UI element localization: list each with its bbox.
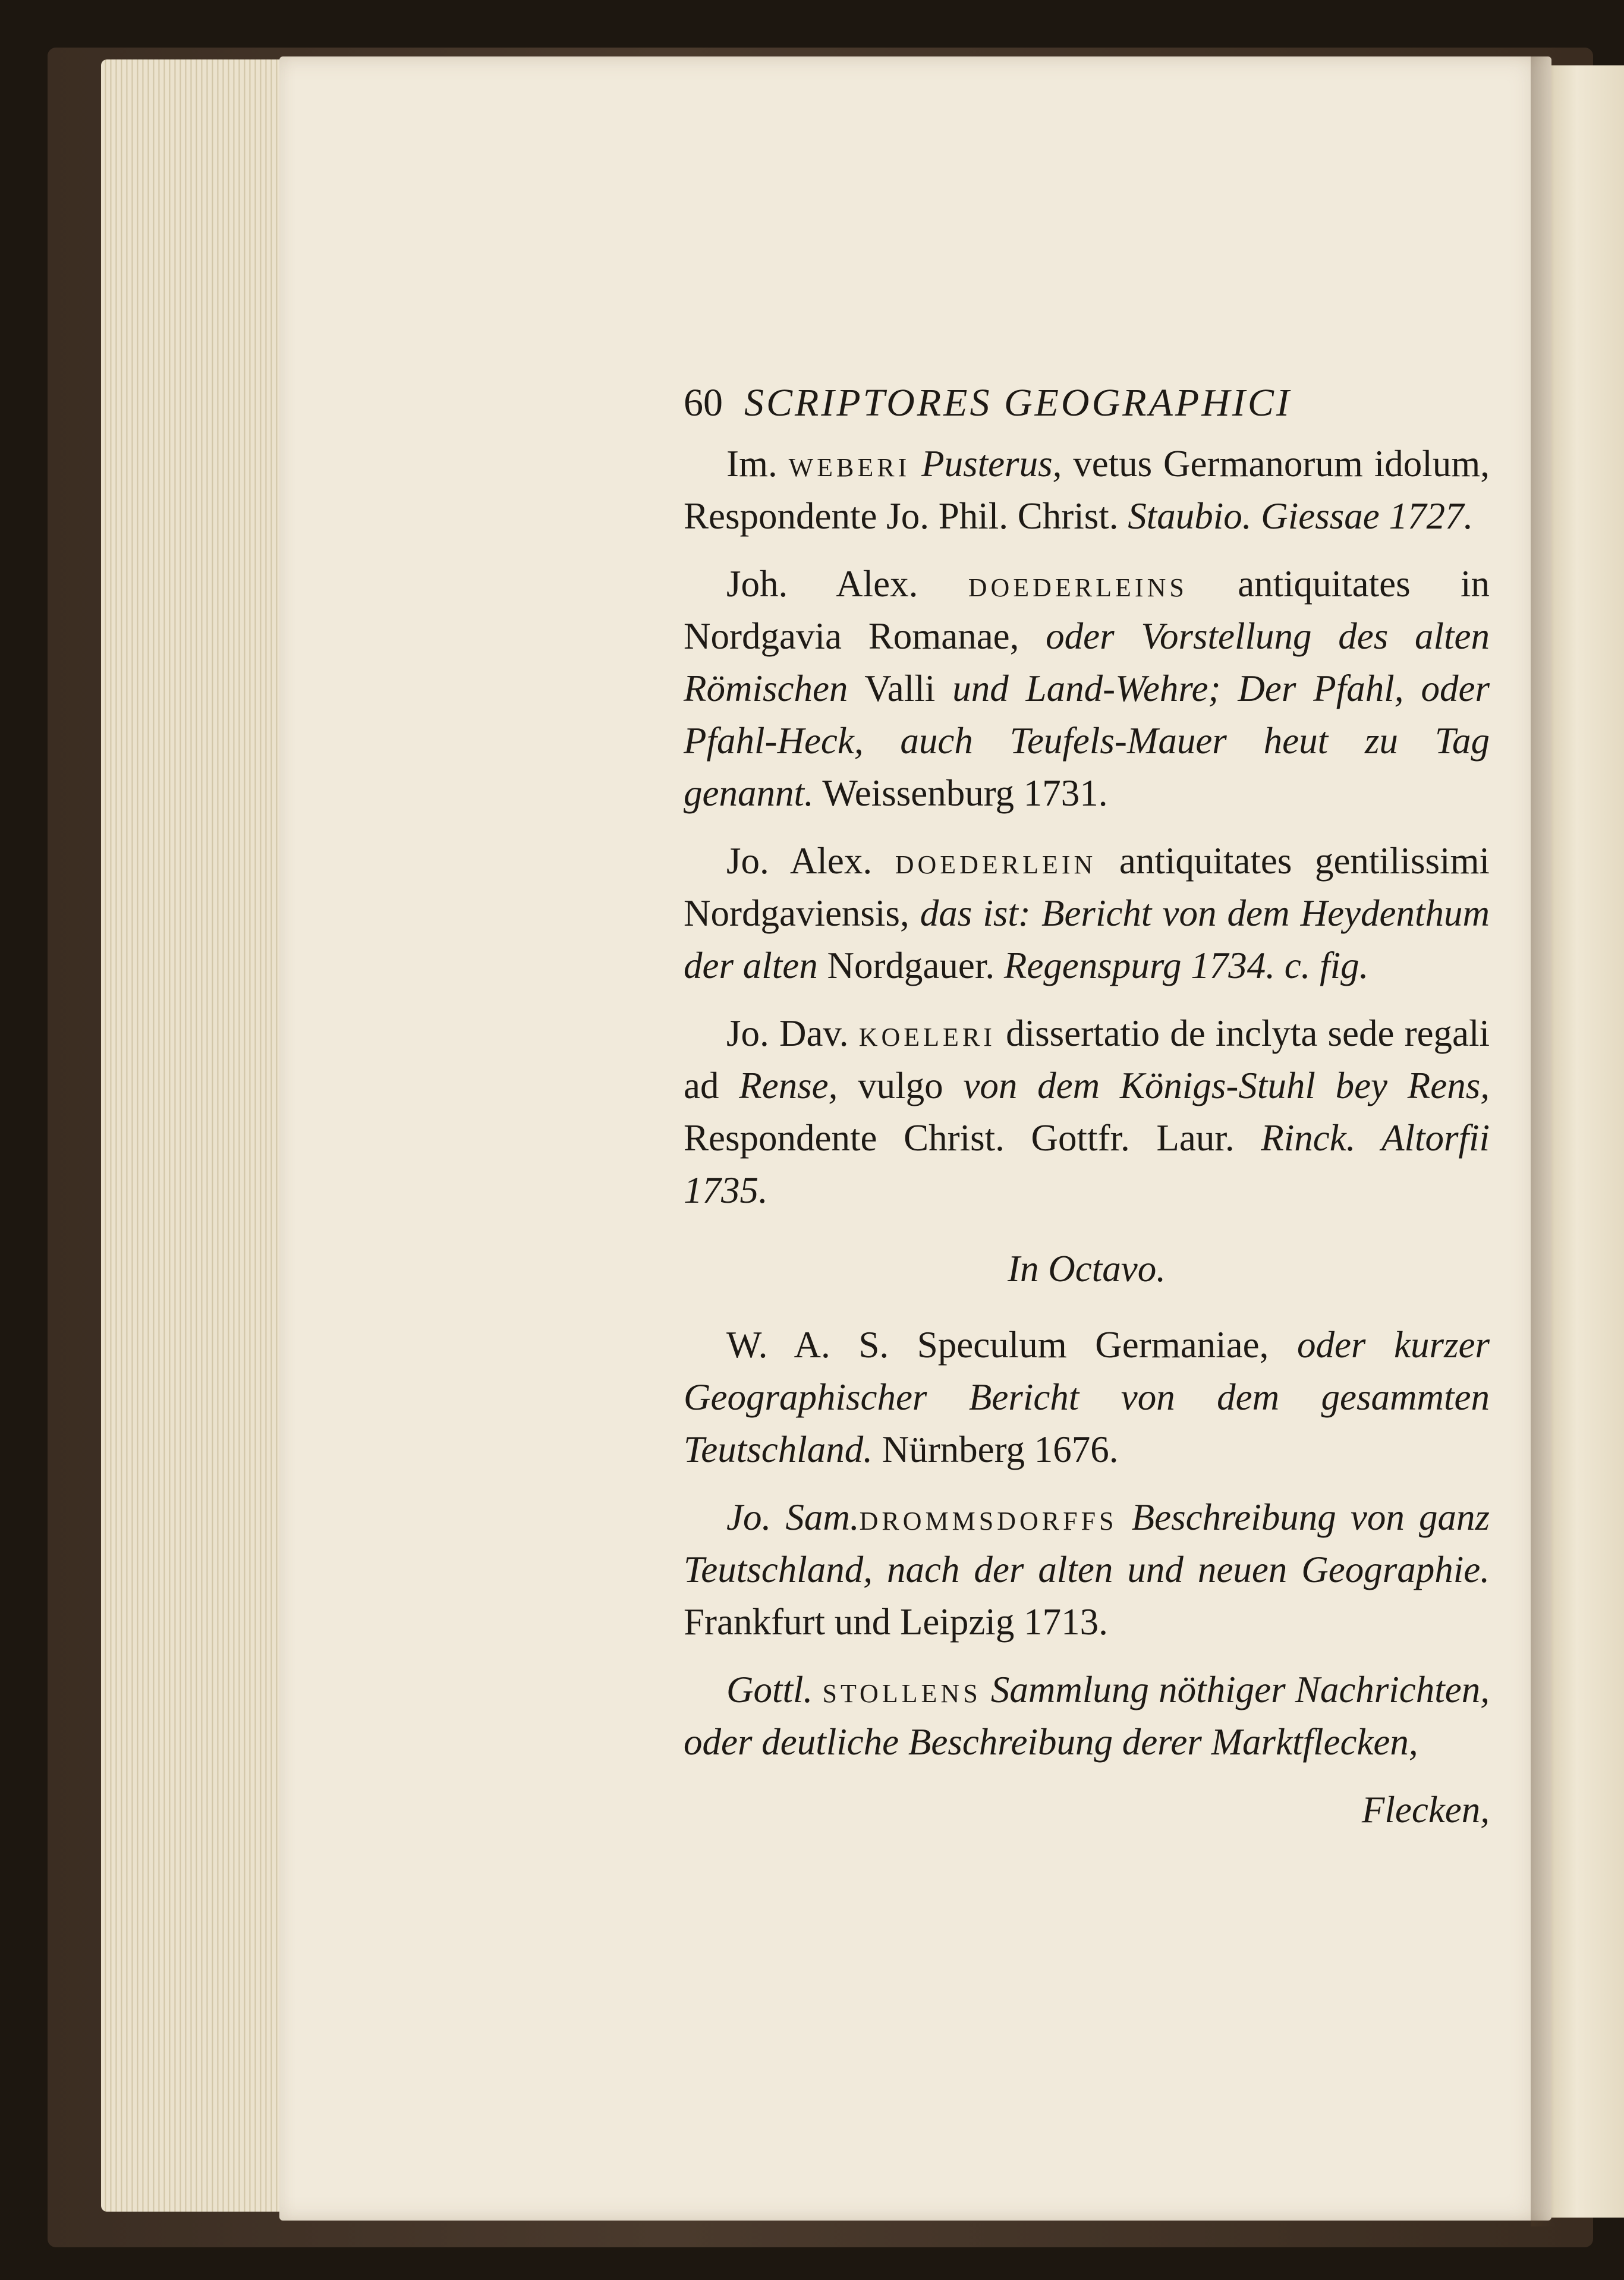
entry-text: Jo. Sam.	[726, 1496, 860, 1538]
entry-text: Frankfurt und Leipzig 1713.	[684, 1601, 1108, 1643]
entry-text: Respondente Christ. Gottfr. Laur.	[684, 1117, 1261, 1159]
author-name: stollens	[822, 1669, 981, 1710]
entry-text: oder kurzer Geographischer Bericht von dem gesammten Teutschland.	[684, 1324, 1490, 1470]
entry-text: das ist: Bericht von dem Heydenthum der alten	[684, 892, 1490, 986]
page-text-block	[684, 380, 1490, 1836]
page-header	[684, 380, 1490, 426]
bibliography-entry-koeler	[684, 1007, 1490, 1216]
entry-text: Joh. Alex.	[726, 563, 968, 605]
entry-text: Staubio. Giessae 1727.	[1128, 495, 1474, 537]
catchword: Flecken,	[1361, 1789, 1490, 1831]
entry-text: antiquitates in Nordgavia Romanae,	[684, 563, 1490, 657]
entry-text: Jo. Alex.	[726, 840, 895, 882]
author-name: doederlein	[895, 840, 1097, 882]
facing-page-edge	[1546, 65, 1624, 2218]
entry-list	[684, 438, 1490, 1216]
author-name: doederleins	[968, 563, 1188, 605]
entry-text: von dem Königs-Stuhl bey Rens,	[963, 1065, 1490, 1106]
entry-text: Pusterus,	[910, 443, 1062, 485]
entry-text: Sammlung nöthiger Nachrichten, oder deutliche Beschreibung derer Marktflecken,	[684, 1669, 1490, 1763]
entry-text: Gottl.	[726, 1669, 823, 1710]
entry-text: Valli	[848, 668, 953, 709]
entry-text: Nürnberg 1676.	[872, 1429, 1119, 1470]
entry-text: W. A. S. Speculum Germaniae,	[726, 1324, 1297, 1366]
bibliography-entry-drommsdorff	[684, 1491, 1490, 1648]
author-name: koeleri	[858, 1012, 996, 1054]
entry-text: vulgo	[838, 1065, 964, 1106]
bibliography-entry-doederlein-1	[684, 558, 1490, 819]
bibliography-entry-stollen	[684, 1663, 1490, 1768]
entry-text: Regenspurg 1734. c. fig.	[1003, 945, 1369, 986]
section-heading: In Octavo.	[1008, 1248, 1166, 1290]
bibliography-entry-was-speculum	[684, 1319, 1490, 1476]
entry-text: Nordgauer.	[817, 945, 1004, 986]
entry-text: vetus Germanorum idolum, Respondente Jo. Phil. Christ.	[684, 443, 1490, 537]
entry-text: antiquitates gentilissimi Nordgaviensis,	[684, 840, 1490, 934]
entry-text: Beschreibung von ganz Teutschland, nach der alten und neuen Geographie.	[684, 1496, 1490, 1590]
bibliography-entry-weber	[684, 438, 1490, 542]
running-title: SCRIPTORES GEOGRAPHICI	[744, 381, 1292, 424]
page-edges	[101, 59, 297, 2212]
entry-text: Im.	[726, 443, 789, 485]
gutter-shadow	[1531, 56, 1554, 2226]
entry-text: oder Vorstellung des alten Römischen	[684, 615, 1490, 709]
entry-text: Jo. Dav.	[726, 1012, 859, 1054]
author-name: drommsdorffs	[859, 1496, 1118, 1538]
author-name: weberi	[788, 443, 911, 485]
entry-text: Rense,	[739, 1065, 838, 1106]
octavo-entry-list	[684, 1319, 1490, 1768]
entry-text: dissertatio de inclyta sede regali ad	[684, 1012, 1490, 1106]
entry-text: und Land-Wehre; Der Pfahl, oder Pfahl-Heck, auch Teufels-Mauer heut zu Tag genannt.	[684, 668, 1490, 814]
bibliography-entry-doederlein-2	[684, 835, 1490, 992]
entry-text: Weissenburg 1731.	[813, 772, 1108, 814]
page-number: 60	[684, 381, 723, 424]
entry-text: Rinck. Altorfii 1735.	[684, 1117, 1490, 1211]
